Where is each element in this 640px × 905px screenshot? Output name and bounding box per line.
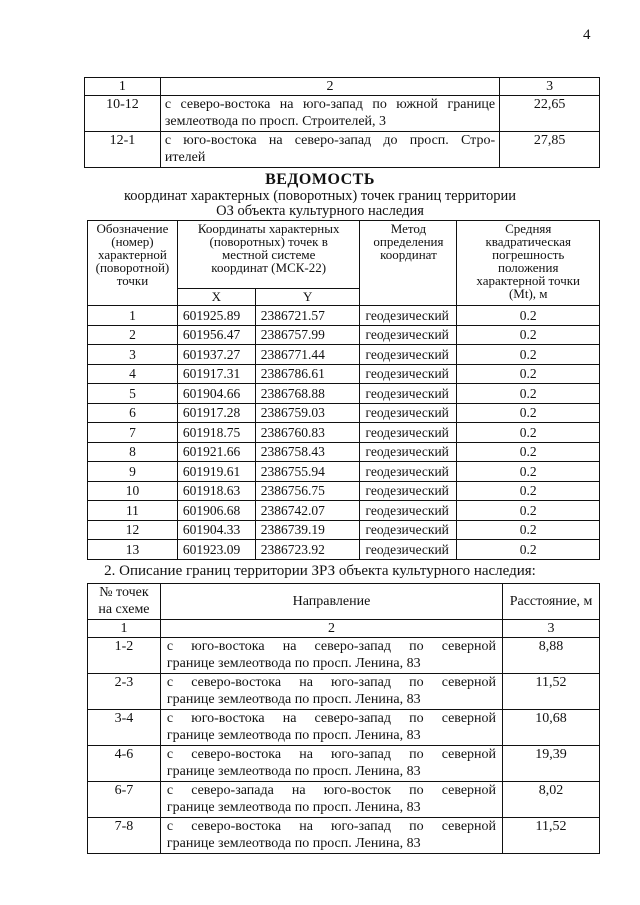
zrz-boundary-table: [87, 583, 600, 854]
method-header: [360, 221, 457, 306]
header-line: Обозначение: [96, 221, 169, 236]
point-number-cell: 12: [88, 520, 178, 540]
y-cell: 2386721.57: [255, 306, 360, 326]
x-cell: 601937.27: [177, 345, 255, 365]
table-row: [88, 345, 600, 365]
direction-line: границе землеотвода по просп. Ленина, 83: [166, 764, 421, 779]
x-cell: 601923.09: [177, 540, 255, 560]
point-number-cell: 5: [88, 384, 178, 404]
point-number-cell: 11: [88, 501, 178, 521]
table-row: [88, 306, 600, 326]
header-line: характерной точки: [476, 273, 581, 288]
method-cell: геодезический: [360, 306, 457, 326]
y-cell: 2386756.75: [255, 481, 360, 501]
accuracy-cell: 0.2: [457, 384, 600, 404]
points-cell: 4-6: [88, 746, 161, 782]
direction-line: границе землеотвода по просп. Ленина, 83: [166, 836, 421, 851]
table-header-cell: 1: [85, 78, 161, 96]
table-row: [88, 782, 600, 818]
vedomost-subtitle: ОЗ объекта культурного наследия: [216, 203, 424, 219]
header-line: (поворотной): [95, 260, 170, 275]
table-row: [88, 818, 600, 854]
accuracy-cell: 0.2: [457, 442, 600, 462]
method-cell: геодезический: [360, 364, 457, 384]
table-row: [88, 423, 600, 443]
point-header: [88, 221, 178, 306]
header-line: № точек: [99, 585, 149, 600]
table-row: [88, 442, 600, 462]
table-index-row: [88, 620, 600, 638]
header-line: (Mt), м: [508, 286, 548, 301]
table-row: [88, 638, 600, 674]
header-line: местной системе: [221, 247, 316, 262]
table-row: [88, 520, 600, 540]
y-cell: 2386742.07: [255, 501, 360, 521]
points-cell: 10-12: [85, 96, 161, 132]
distance-cell: 8,88: [503, 638, 600, 674]
x-cell: 601904.66: [177, 384, 255, 404]
point-number-cell: 9: [88, 462, 178, 482]
method-cell: геодезический: [360, 540, 457, 560]
method-cell: геодезический: [360, 520, 457, 540]
x-cell: 601917.28: [177, 403, 255, 423]
header-line: (поворотных) точек в: [209, 234, 328, 249]
points-cell: 1-2: [88, 638, 161, 674]
header-line: определения: [373, 234, 444, 249]
direction-line: с северо-востока на юго-запад по северной: [166, 675, 497, 690]
coords-header: [177, 221, 360, 289]
header-line: координат: [380, 247, 437, 262]
x-cell: 601925.89: [177, 306, 255, 326]
points-cell: 3-4: [88, 710, 161, 746]
point-number-cell: 1: [88, 306, 178, 326]
header-line: квадратическая: [485, 234, 571, 249]
direction-cell: [160, 710, 502, 746]
table-row: [88, 481, 600, 501]
x-cell: 601956.47: [177, 325, 255, 345]
accuracy-cell: 0.2: [457, 325, 600, 345]
distance-cell: 22,65: [500, 96, 600, 132]
header-line: погрешность: [492, 247, 565, 262]
accuracy-cell: 0.2: [457, 481, 600, 501]
page-number: 4: [583, 27, 591, 43]
y-cell: 2386759.03: [255, 403, 360, 423]
direction-line: землеотвода по просп. Строителей, 3: [164, 114, 387, 129]
header-line: точки: [116, 273, 149, 288]
x-cell: 601918.63: [177, 481, 255, 501]
x-cell: 601917.31: [177, 364, 255, 384]
table-header-cell: 3: [500, 78, 600, 96]
accuracy-cell: 0.2: [457, 540, 600, 560]
accuracy-cell: 0.2: [457, 520, 600, 540]
points-cell: 6-7: [88, 782, 161, 818]
direction-line: с северо-запада на юго-восток по северной: [166, 783, 497, 798]
y-cell: 2386758.43: [255, 442, 360, 462]
method-cell: геодезический: [360, 384, 457, 404]
direction-header: Направление: [160, 584, 502, 620]
accuracy-cell: 0.2: [457, 423, 600, 443]
point-number-cell: 13: [88, 540, 178, 560]
x-cell: 601921.66: [177, 442, 255, 462]
point-number-cell: 10: [88, 481, 178, 501]
point-number-cell: 4: [88, 364, 178, 384]
direction-line: с северо-востока на юго-запад по северной: [166, 747, 497, 762]
y-cell: 2386786.61: [255, 364, 360, 384]
distance-cell: 27,85: [500, 132, 600, 168]
table-header-cell: 2: [160, 620, 502, 638]
points-cell: 2-3: [88, 674, 161, 710]
header-line: характерной: [98, 247, 167, 262]
direction-line: с юго-востока на северо-запад по северной: [166, 711, 497, 726]
method-cell: геодезический: [360, 345, 457, 365]
header-line: положения: [498, 260, 559, 275]
header-line: на схеме: [98, 602, 150, 617]
method-cell: геодезический: [360, 481, 457, 501]
accuracy-cell: 0.2: [457, 345, 600, 365]
vedomost-subtitle: координат характерных (поворотных) точек границ территории: [123, 188, 517, 204]
method-cell: геодезический: [360, 501, 457, 521]
direction-line: с юго-востока на северо-запад по северной: [166, 639, 497, 654]
x-cell: 601919.61: [177, 462, 255, 482]
point-number-cell: 3: [88, 345, 178, 365]
table-header-cell: 2: [160, 78, 499, 96]
distance-cell: 8,02: [503, 782, 600, 818]
y-cell: 2386757.99: [255, 325, 360, 345]
coordinates-table: [87, 220, 600, 560]
accuracy-header: [457, 221, 600, 306]
y-header: Y: [255, 289, 360, 306]
section-2-heading: 2. Описание границ территории ЗРЗ объекта культурного наследия:: [104, 563, 536, 579]
vedomost-title: ВЕДОМОСТЬ: [265, 171, 375, 188]
direction-line: границе землеотвода по просп. Ленина, 83: [166, 728, 421, 743]
y-cell: 2386771.44: [255, 345, 360, 365]
direction-cell: [160, 782, 502, 818]
x-cell: 601904.33: [177, 520, 255, 540]
x-cell: 601918.75: [177, 423, 255, 443]
distance-header: Расстояние, м: [503, 584, 600, 620]
points-cell: 12-1: [85, 132, 161, 168]
point-number-cell: 2: [88, 325, 178, 345]
y-cell: 2386760.83: [255, 423, 360, 443]
points-cell: 7-8: [88, 818, 161, 854]
table-row: [88, 710, 600, 746]
accuracy-cell: 0.2: [457, 501, 600, 521]
table-row: [88, 746, 600, 782]
y-cell: 2386739.19: [255, 520, 360, 540]
table-row: [88, 674, 600, 710]
accuracy-cell: 0.2: [457, 306, 600, 326]
point-number-cell: 7: [88, 423, 178, 443]
direction-cell: [160, 132, 499, 168]
direction-line: границе землеотвода по просп. Ленина, 83: [166, 692, 421, 707]
x-header: X: [177, 289, 255, 306]
direction-cell: [160, 674, 502, 710]
direction-line: с северо-востока на юго-запад по северной: [166, 819, 497, 834]
header-line: Координаты характерных: [197, 221, 340, 236]
header-line: (номер): [111, 234, 154, 249]
table-header-cell: 3: [503, 620, 600, 638]
accuracy-cell: 0.2: [457, 403, 600, 423]
direction-line: границе землеотвода по просп. Ленина, 83: [166, 800, 421, 815]
direction-cell: [160, 746, 502, 782]
point-number-cell: 6: [88, 403, 178, 423]
points-header: [88, 584, 161, 620]
table-row: [88, 364, 600, 384]
header-line: Средняя: [505, 221, 552, 236]
table-row: [88, 501, 600, 521]
distance-cell: 10,68: [503, 710, 600, 746]
method-cell: геодезический: [360, 403, 457, 423]
method-cell: геодезический: [360, 462, 457, 482]
y-cell: 2386755.94: [255, 462, 360, 482]
accuracy-cell: 0.2: [457, 364, 600, 384]
direction-cell: [160, 818, 502, 854]
boundary-table-continued: [84, 77, 600, 168]
direction-cell: [160, 96, 499, 132]
direction-line: границе землеотвода по просп. Ленина, 83: [166, 656, 421, 671]
table-row: [88, 384, 600, 404]
distance-cell: 11,52: [503, 818, 600, 854]
table-row: [85, 96, 600, 132]
method-cell: геодезический: [360, 442, 457, 462]
method-cell: геодезический: [360, 325, 457, 345]
distance-cell: 19,39: [503, 746, 600, 782]
table-row: [88, 403, 600, 423]
table-header-cell: 1: [88, 620, 161, 638]
direction-cell: [160, 638, 502, 674]
point-number-cell: 8: [88, 442, 178, 462]
y-cell: 2386768.88: [255, 384, 360, 404]
table-row: [88, 325, 600, 345]
header-line: координат (МСК-22): [211, 260, 327, 275]
direction-line: с юго-востока на северо-запад до просп. Стро-: [164, 133, 496, 148]
direction-line: ителей: [164, 150, 206, 165]
distance-cell: 11,52: [503, 674, 600, 710]
direction-line: с северо-востока на юго-запад по южной границе: [164, 97, 496, 112]
x-cell: 601906.68: [177, 501, 255, 521]
accuracy-cell: 0.2: [457, 462, 600, 482]
table-row: [88, 462, 600, 482]
table-index-row: [85, 78, 600, 96]
table-row: [88, 540, 600, 560]
header-line: Метод: [390, 221, 427, 236]
method-cell: геодезический: [360, 423, 457, 443]
y-cell: 2386723.92: [255, 540, 360, 560]
table-row: [85, 132, 600, 168]
